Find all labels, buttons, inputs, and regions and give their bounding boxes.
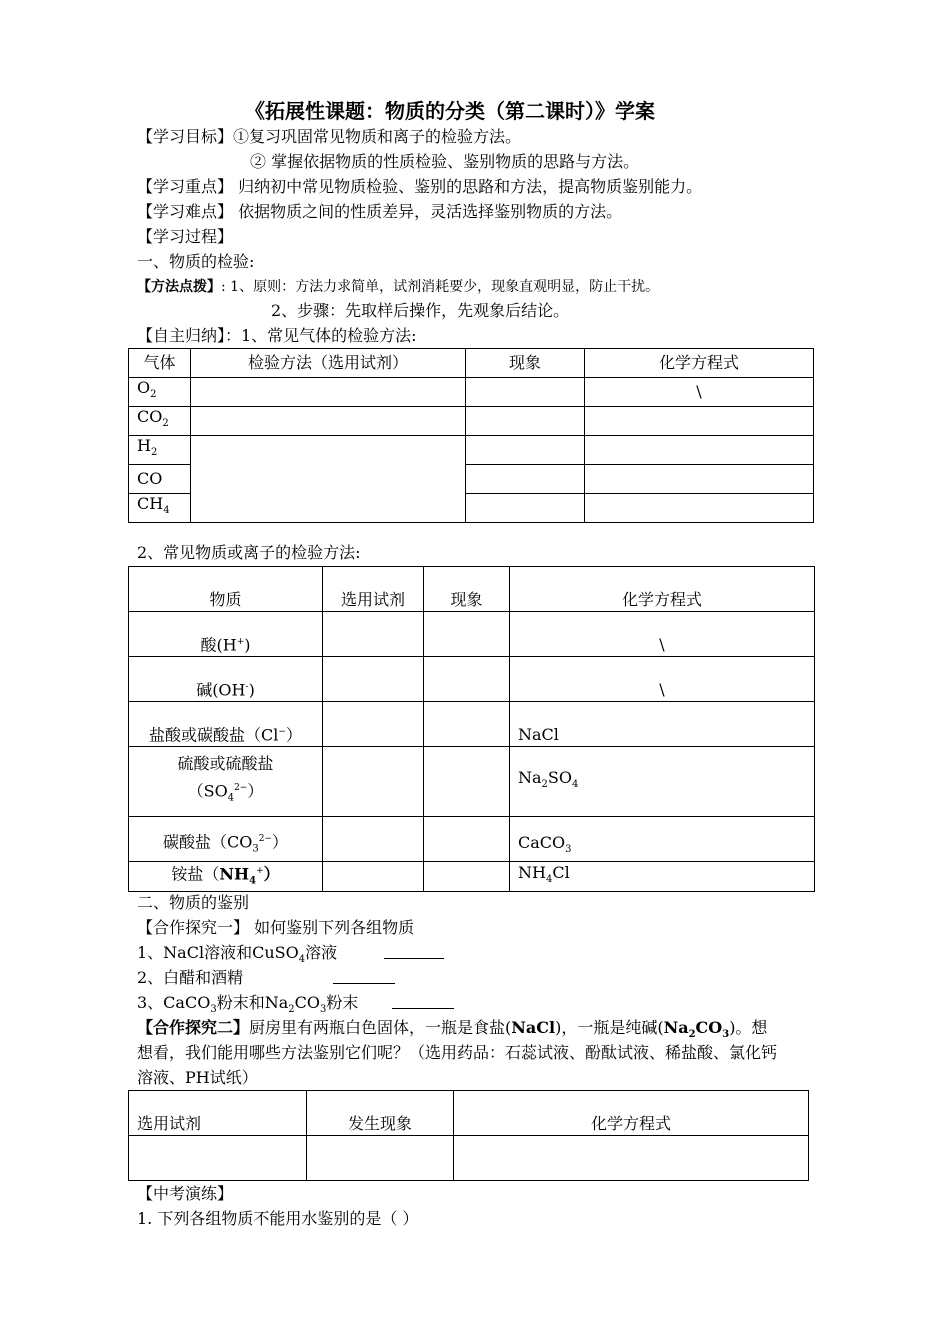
gas-equation-cell[interactable] <box>585 436 814 465</box>
gas-header-method: 检验方法（选用试剂） <box>191 349 466 378</box>
coop-2-reagent-cell[interactable] <box>129 1136 307 1181</box>
coop-2-line-2: 想看，我们能用哪些方法鉴别它们呢？（选用药品：石蕊试液、酚酞试液、稀盐酸、氯化钙 <box>137 1043 778 1062</box>
section-1-heading: 一、物质的检验: <box>137 252 255 271</box>
coop-2-header-equation: 化学方程式 <box>454 1091 809 1136</box>
ion-base: 碱(OH-) <box>129 657 323 702</box>
gas-phenomenon-cell[interactable] <box>466 378 585 407</box>
ion-equation-cell[interactable]: $NH_4Cl$ <box>510 862 815 892</box>
coop-2-line-3: 溶液、PH试纸） <box>137 1068 258 1087</box>
ion-phenomenon-cell[interactable] <box>424 862 510 892</box>
ion-reagent-cell[interactable] <box>323 702 424 747</box>
goal-2: ② 掌握依据物质的性质检验、鉴别物质的思路与方法。 <box>250 152 640 171</box>
item-2: 2、白醋和酒精 <box>137 968 244 987</box>
ion-sulfate: 硫酸或硫酸盐 $(SO_4^{2-})$ <box>129 747 323 817</box>
ion-ammonium: 铵盐$(NH_4^+)$ <box>129 862 323 892</box>
ion-carbonate: 碳酸盐$(CO_3^{2-})$ <box>129 817 323 862</box>
question-1: 1. 下列各组物质不能用水鉴别的是（ ） <box>137 1209 419 1228</box>
difficulty-line: 【学习难点】 依据物质之间的性质差异，灵活选择鉴别物质的方法。 <box>137 202 623 221</box>
method-line-1 <box>137 277 659 297</box>
ion-equation-cell[interactable]: CaCO$_3$ <box>510 817 815 862</box>
gas-phenomenon-cell[interactable] <box>466 494 585 523</box>
goal-label-text: 【学习目标】 <box>137 127 234 146</box>
gas-header-gas: 气体 <box>129 349 191 378</box>
table-row <box>129 862 815 892</box>
coop-2-line-1: 【合作探究二】厨房里有两瓶白色固体，一瓶是食盐(NaCl)，一瓶是纯碱$(Na_2CO_3)$。想 <box>137 1018 768 1041</box>
table-row <box>129 378 814 407</box>
goal-1: ①复习巩固常见物质和离子的检验方法。 <box>233 127 522 146</box>
coop-2-header-phenomenon: 发生现象 <box>307 1091 454 1136</box>
gas-phenomenon-cell[interactable] <box>466 465 585 494</box>
item-1-blank[interactable] <box>384 958 444 959</box>
gas-phenomenon-cell[interactable] <box>466 407 585 436</box>
ion-equation-cell[interactable]: \ <box>510 657 815 702</box>
process-label: 【学习过程】 <box>137 227 234 246</box>
ion-chloride: 盐酸或碳酸盐（Cl−） <box>129 702 323 747</box>
ion-equation-cell[interactable]: $Na_2SO_4$ <box>510 747 815 817</box>
coop-2-table <box>128 1090 809 1181</box>
ion-equation-cell[interactable]: \ <box>510 612 815 657</box>
table-row <box>129 747 815 817</box>
item-2-blank[interactable] <box>333 983 395 984</box>
method-line-2: 2、步骤：先取样后操作，先观象后结论。 <box>271 301 570 320</box>
item-3-blank[interactable] <box>392 1008 454 1009</box>
ion-header-reagent: 选用试剂 <box>323 567 424 612</box>
gas-name: $CH_4$ <box>129 494 191 523</box>
table-row <box>129 657 815 702</box>
ion-reagent-cell[interactable] <box>323 817 424 862</box>
table-row <box>129 702 815 747</box>
coop-1: 【合作探究一】 如何鉴别下列各组物质 <box>137 918 415 937</box>
ion-header-equation: 化学方程式 <box>510 567 815 612</box>
ion-phenomenon-cell[interactable] <box>424 657 510 702</box>
gas-phenomenon-cell[interactable] <box>466 436 585 465</box>
gas-test-table <box>128 348 814 523</box>
table-row <box>129 1136 809 1181</box>
gas-method-merged-cell[interactable] <box>191 436 466 523</box>
gas-name: $CO_2$ <box>129 407 191 436</box>
ion-test-table <box>128 566 815 892</box>
ion-header-substance: 物质 <box>129 567 323 612</box>
gas-method-cell[interactable] <box>191 407 466 436</box>
gas-name: CO <box>129 465 191 494</box>
method-1: : 1、原则：方法力求简单，试剂消耗要少，现象直观明显，防止干扰。 <box>221 279 660 295</box>
ion-reagent-cell[interactable] <box>323 747 424 817</box>
gas-name: $H_2$ <box>129 436 191 465</box>
page-title: 《拓展性课题：物质的分类（第二课时）》学案 <box>245 99 655 123</box>
table-row <box>129 436 814 465</box>
section-2-heading: 二、物质的鉴别 <box>137 893 250 912</box>
self-summary: 【自主归纳】：1、常见气体的检验方法: <box>137 326 417 345</box>
table-row <box>129 612 815 657</box>
coop-2-phenomenon-cell[interactable] <box>307 1136 454 1181</box>
table-row <box>129 817 815 862</box>
gas-method-cell[interactable] <box>191 378 466 407</box>
item-1: 1、NaCl溶液和CuSO$_4$溶液 <box>137 943 338 966</box>
gas-name: $O_2$ <box>129 378 191 407</box>
gas-equation-cell[interactable] <box>585 465 814 494</box>
focus-line: 【学习重点】 归纳初中常见物质检验、鉴别的思路和方法，提高物质鉴别能力。 <box>137 177 703 196</box>
ion-reagent-cell[interactable] <box>323 612 424 657</box>
ion-reagent-cell[interactable] <box>323 657 424 702</box>
gas-header-equation: 化学方程式 <box>585 349 814 378</box>
ion-intro: 2、常见物质或离子的检验方法: <box>137 543 361 562</box>
gas-header-phenomenon: 现象 <box>466 349 585 378</box>
ion-phenomenon-cell[interactable] <box>424 612 510 657</box>
exam-label: 【中考演练】 <box>137 1184 234 1203</box>
ion-phenomenon-cell[interactable] <box>424 817 510 862</box>
gas-equation-cell[interactable] <box>585 494 814 523</box>
coop-2-equation-cell[interactable] <box>454 1136 809 1181</box>
ion-reagent-cell[interactable] <box>323 862 424 892</box>
ion-equation-cell[interactable]: NaCl <box>510 702 815 747</box>
table-row <box>129 407 814 436</box>
item-3: 3、CaCO$_3$粉末和$Na_2CO_3$粉末 <box>137 993 359 1016</box>
ion-phenomenon-cell[interactable] <box>424 702 510 747</box>
goal-label <box>137 127 521 147</box>
method-label: 【方法点拨】 <box>137 279 221 295</box>
ion-header-phenomenon: 现象 <box>424 567 510 612</box>
coop-2-header-reagent: 选用试剂 <box>129 1091 307 1136</box>
ion-acid: 酸(H+) <box>129 612 323 657</box>
gas-equation-cell[interactable]: \ <box>585 378 814 407</box>
ion-phenomenon-cell[interactable] <box>424 747 510 817</box>
gas-equation-cell[interactable] <box>585 407 814 436</box>
